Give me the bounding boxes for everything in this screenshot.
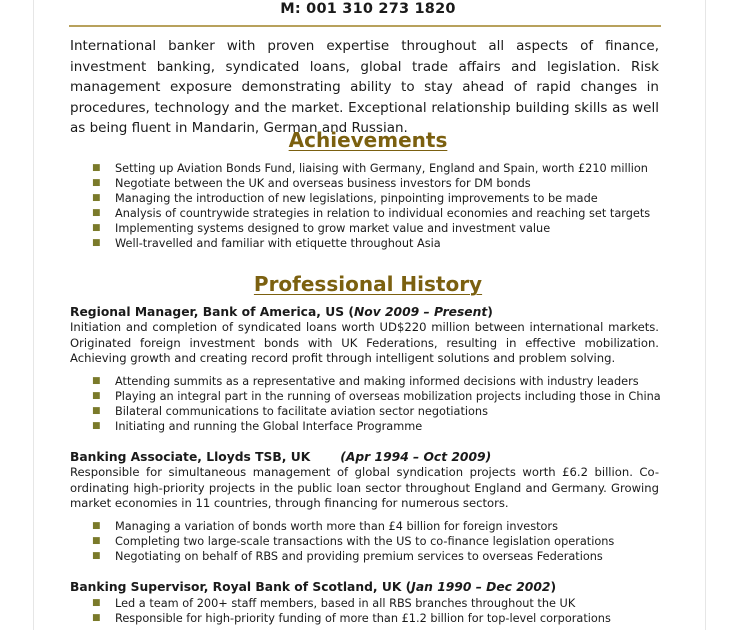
achievements-list [0,161,650,251]
list-item: ■ Setting up Aviation Bonds Fund, liaising with Germany, England and Spain, worth £210 million [92,162,648,175]
job-dates: Jan 1990 – Dec 2002 [411,580,551,594]
bullet-icon: ■ [92,208,101,218]
bullet-icon: ■ [92,551,101,561]
bullet-icon: ■ [92,598,101,608]
list-item: ■ Analysis of countrywide strategies in relation to individual economies and reaching set targets [92,207,651,220]
list-item: ■ Well-travelled and familiar with etiquette throughout Asia [92,237,441,250]
list-item: ■ Managing the introduction of new legislations, pinpointing improvements to be made [92,192,598,205]
job-title: Regional Manager, Bank of America, US (Nov 2009 – Present) [70,305,493,319]
bullet-icon: ■ [92,178,101,188]
job-description: Initiation and completion of syndicated loans worth UD$220 million between international markets. Originated foreign investment bonds with UK Federations, resulting in effective mobilization. Achieving growth and creating record profit through intelligent solutions and problem solving. [70,320,659,365]
list-item: ■ Initiating and running the Global Interface Programme [92,420,423,433]
job-description: Responsible for simultaneous management of global syndication projects worth £6.2 billion. Co-ordinating high-priority projects in the public loan sector throughout England and Germany. Growing market economies in 11 countries, through financing for numerous sectors. [70,465,659,510]
bullet-icon: ■ [92,391,101,401]
job-title: Banking Supervisor, Royal Bank of Scotland, UK (Jan 1990 – Dec 2002) [70,580,557,594]
bullet-icon: ■ [92,406,101,416]
job-dates: (Apr 1994 – Oct 2009) [340,450,492,464]
achievements-heading: Achievements [288,128,448,152]
job-dates: Nov 2009 – Present [353,305,488,319]
list-item: ■ Negotiating on behalf of RBS and providing premium services to overseas Federations [92,550,603,563]
bullet-icon: ■ [92,521,101,531]
list-item: ■ Implementing systems designed to grow market value and investment value [92,222,551,235]
header-divider [69,25,661,27]
bullet-icon: ■ [92,536,101,546]
profile-summary: International banker with proven expertise throughout all aspects of finance, investment banking, syndicated loans, global trade affairs and legislation. Risk management exposure demonstrating ability to stay ahead of rapid changes in procedures, technology and the market. Exceptional relationship building skills as well as being fluent in Mandarin, German and Russian. [70,38,659,136]
list-item: ■ Attending summits as a representative and making informed decisions with industry leaders [92,375,639,388]
list-item: ■ Completing two large-scale transactions with the US to co-finance legislation operations [92,535,615,548]
bullet-icon: ■ [92,613,101,623]
list-item: ■ Led a team of 200+ staff members, based in all RBS branches throughout the UK [92,597,576,610]
job-title: Banking Associate, Lloyds TSB, UK (Apr 1994 – Oct 2009) [70,450,492,464]
job-bullets [0,596,611,626]
bullet-icon: ■ [92,223,101,233]
page-border-right [705,0,706,630]
job-bullets [0,519,614,564]
list-item: ■ Playing an integral part in the running of overseas mobilization projects including those in China [92,390,661,403]
bullet-icon: ■ [92,238,101,248]
list-item: ■ Managing a variation of bonds worth more than £4 billion for foreign investors [92,520,558,533]
bullet-icon: ■ [92,376,101,386]
list-item: ■ Bilateral communications to facilitate aviation sector negotiations [92,405,488,418]
list-item: ■ Responsible for high-priority funding of more than £1.2 billion for top-level corporations [92,612,611,625]
list-item: ■ Negotiate between the UK and overseas business investors for DM bonds [92,177,531,190]
professional-history-heading: Professional History [253,272,483,296]
contact-mobile: M: 001 310 273 1820 [280,1,456,17]
bullet-icon: ■ [92,421,101,431]
job-bullets [0,374,661,434]
bullet-icon: ■ [92,193,101,203]
bullet-icon: ■ [92,163,101,173]
